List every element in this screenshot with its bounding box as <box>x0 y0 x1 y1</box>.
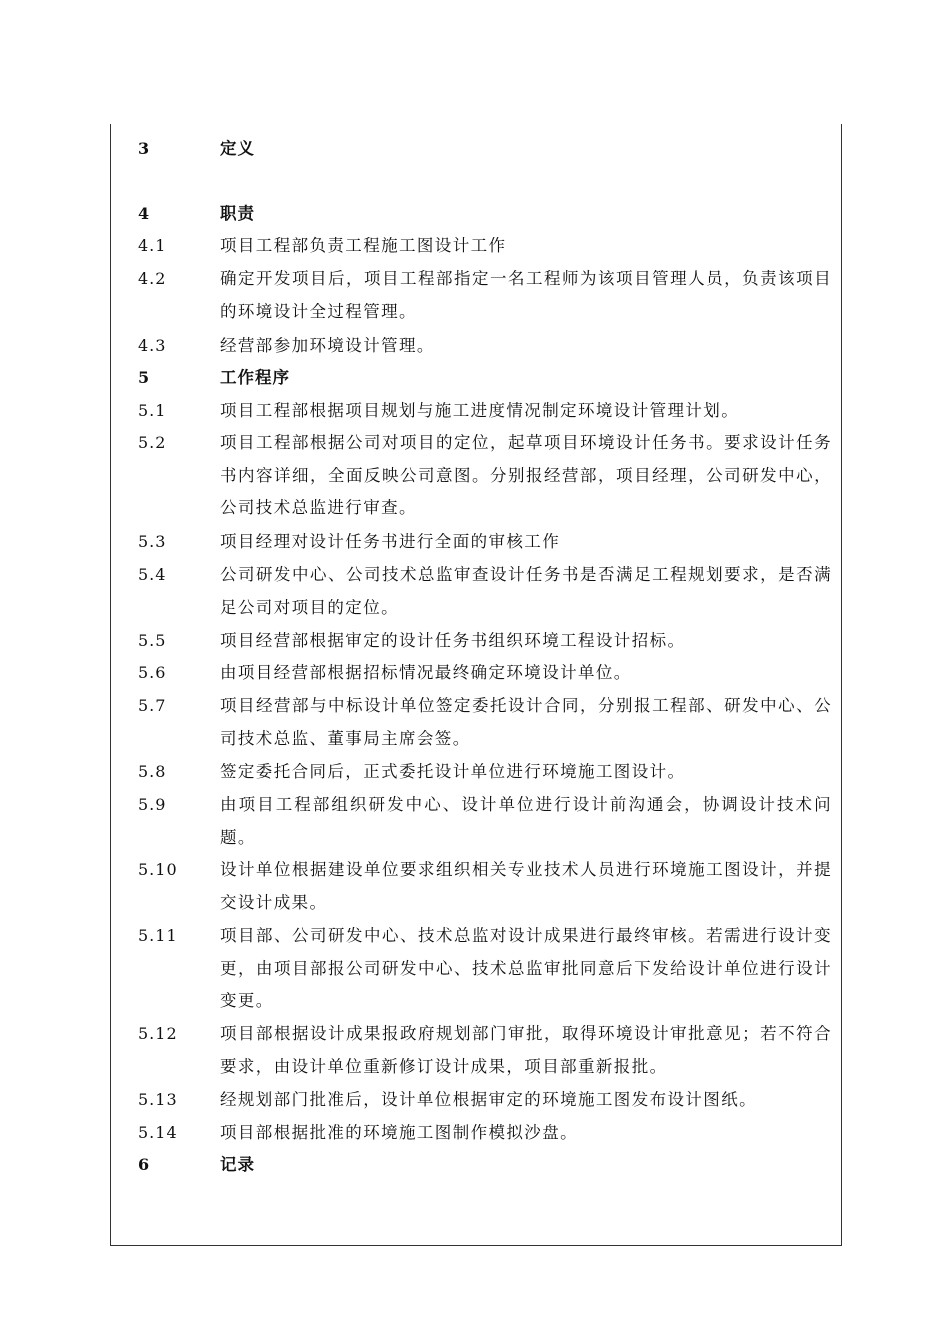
clause-text: 签定委托合同后，正式委托设计单位进行环境施工图设计。 <box>220 762 686 781</box>
clause-number: 5.5 <box>138 631 167 650</box>
section-number: 3 <box>138 139 151 158</box>
clause-text: 由项目经营部根据招标情况最终确定环境设计单位。 <box>220 663 632 682</box>
clause-text: 项目经理对设计任务书进行全面的审核工作 <box>220 532 561 551</box>
clause-number: 5.2 <box>138 433 167 452</box>
clause-number: 5.6 <box>138 663 167 682</box>
clause-number: 5.8 <box>138 762 167 781</box>
clause-number: 5.9 <box>138 795 167 814</box>
clause-text: 项目经营部根据审定的设计任务书组织环境工程设计招标。 <box>220 631 686 650</box>
clause-number: 5.1 <box>138 401 167 420</box>
clause-number: 5.10 <box>138 860 178 879</box>
clause-text: 由项目工程部组织研发中心、设计单位进行设计前沟通会，协调设计技术问题。 <box>220 795 832 847</box>
clause-number: 5.14 <box>138 1123 178 1142</box>
clause-text: 设计单位根据建设单位要求组织相关专业技术人员进行环境施工图设计，并提交设计成果。 <box>220 860 832 912</box>
clause-number: 5.3 <box>138 532 167 551</box>
section-number: 6 <box>138 1155 151 1174</box>
section-heading: 职责 <box>220 204 255 223</box>
section-heading: 定义 <box>220 139 255 158</box>
clause-text: 项目工程部根据公司对项目的定位，起草项目环境设计任务书。要求设计任务书内容详细，全面反映公司意图。分别报经营部，项目经理，公司研发中心，公司技术总监进行审查。 <box>220 433 832 517</box>
clause-number: 5.12 <box>138 1024 178 1043</box>
section-number: 4 <box>138 204 151 223</box>
clause-number: 5.11 <box>138 926 178 945</box>
clause-text: 经营部参加环境设计管理。 <box>220 336 435 355</box>
clause-number: 4.2 <box>138 269 167 288</box>
clause-number: 4.3 <box>138 336 167 355</box>
clause-text: 项目工程部负责工程施工图设计工作 <box>220 236 507 255</box>
clause-text: 项目经营部与中标设计单位签定委托设计合同，分别报工程部、研发中心、公司技术总监、董事局主席会签。 <box>220 696 832 748</box>
clause-text: 确定开发项目后，项目工程部指定一名工程师为该项目管理人员，负责该项目的环境设计全过程管理。 <box>220 269 832 321</box>
section-heading: 记录 <box>220 1155 255 1174</box>
clause-text: 公司研发中心、公司技术总监审查设计任务书是否满足工程规划要求，是否满足公司对项目的定位。 <box>220 565 832 617</box>
clause-number: 4.1 <box>138 236 167 255</box>
clause-number: 5.4 <box>138 565 167 584</box>
clause-text: 项目部根据设计成果报政府规划部门审批，取得环境设计审批意见；若不符合要求，由设计单位重新修订设计成果，项目部重新报批。 <box>220 1024 832 1076</box>
clause-text: 经规划部门批准后，设计单位根据审定的环境施工图发布设计图纸。 <box>220 1090 757 1109</box>
clause-text: 项目部根据批准的环境施工图制作模拟沙盘。 <box>220 1123 578 1142</box>
clause-text: 项目工程部根据项目规划与施工进度情况制定环境设计管理计划。 <box>220 401 740 420</box>
clause-number: 5.13 <box>138 1090 178 1109</box>
clause-number: 5.7 <box>138 696 167 715</box>
clause-text: 项目部、公司研发中心、技术总监对设计成果进行最终审核。若需进行设计变更，由项目部报公司研发中心、技术总监审批同意后下发给设计单位进行设计变更。 <box>220 926 832 1010</box>
section-number: 5 <box>138 368 151 387</box>
section-heading: 工作程序 <box>220 368 290 387</box>
